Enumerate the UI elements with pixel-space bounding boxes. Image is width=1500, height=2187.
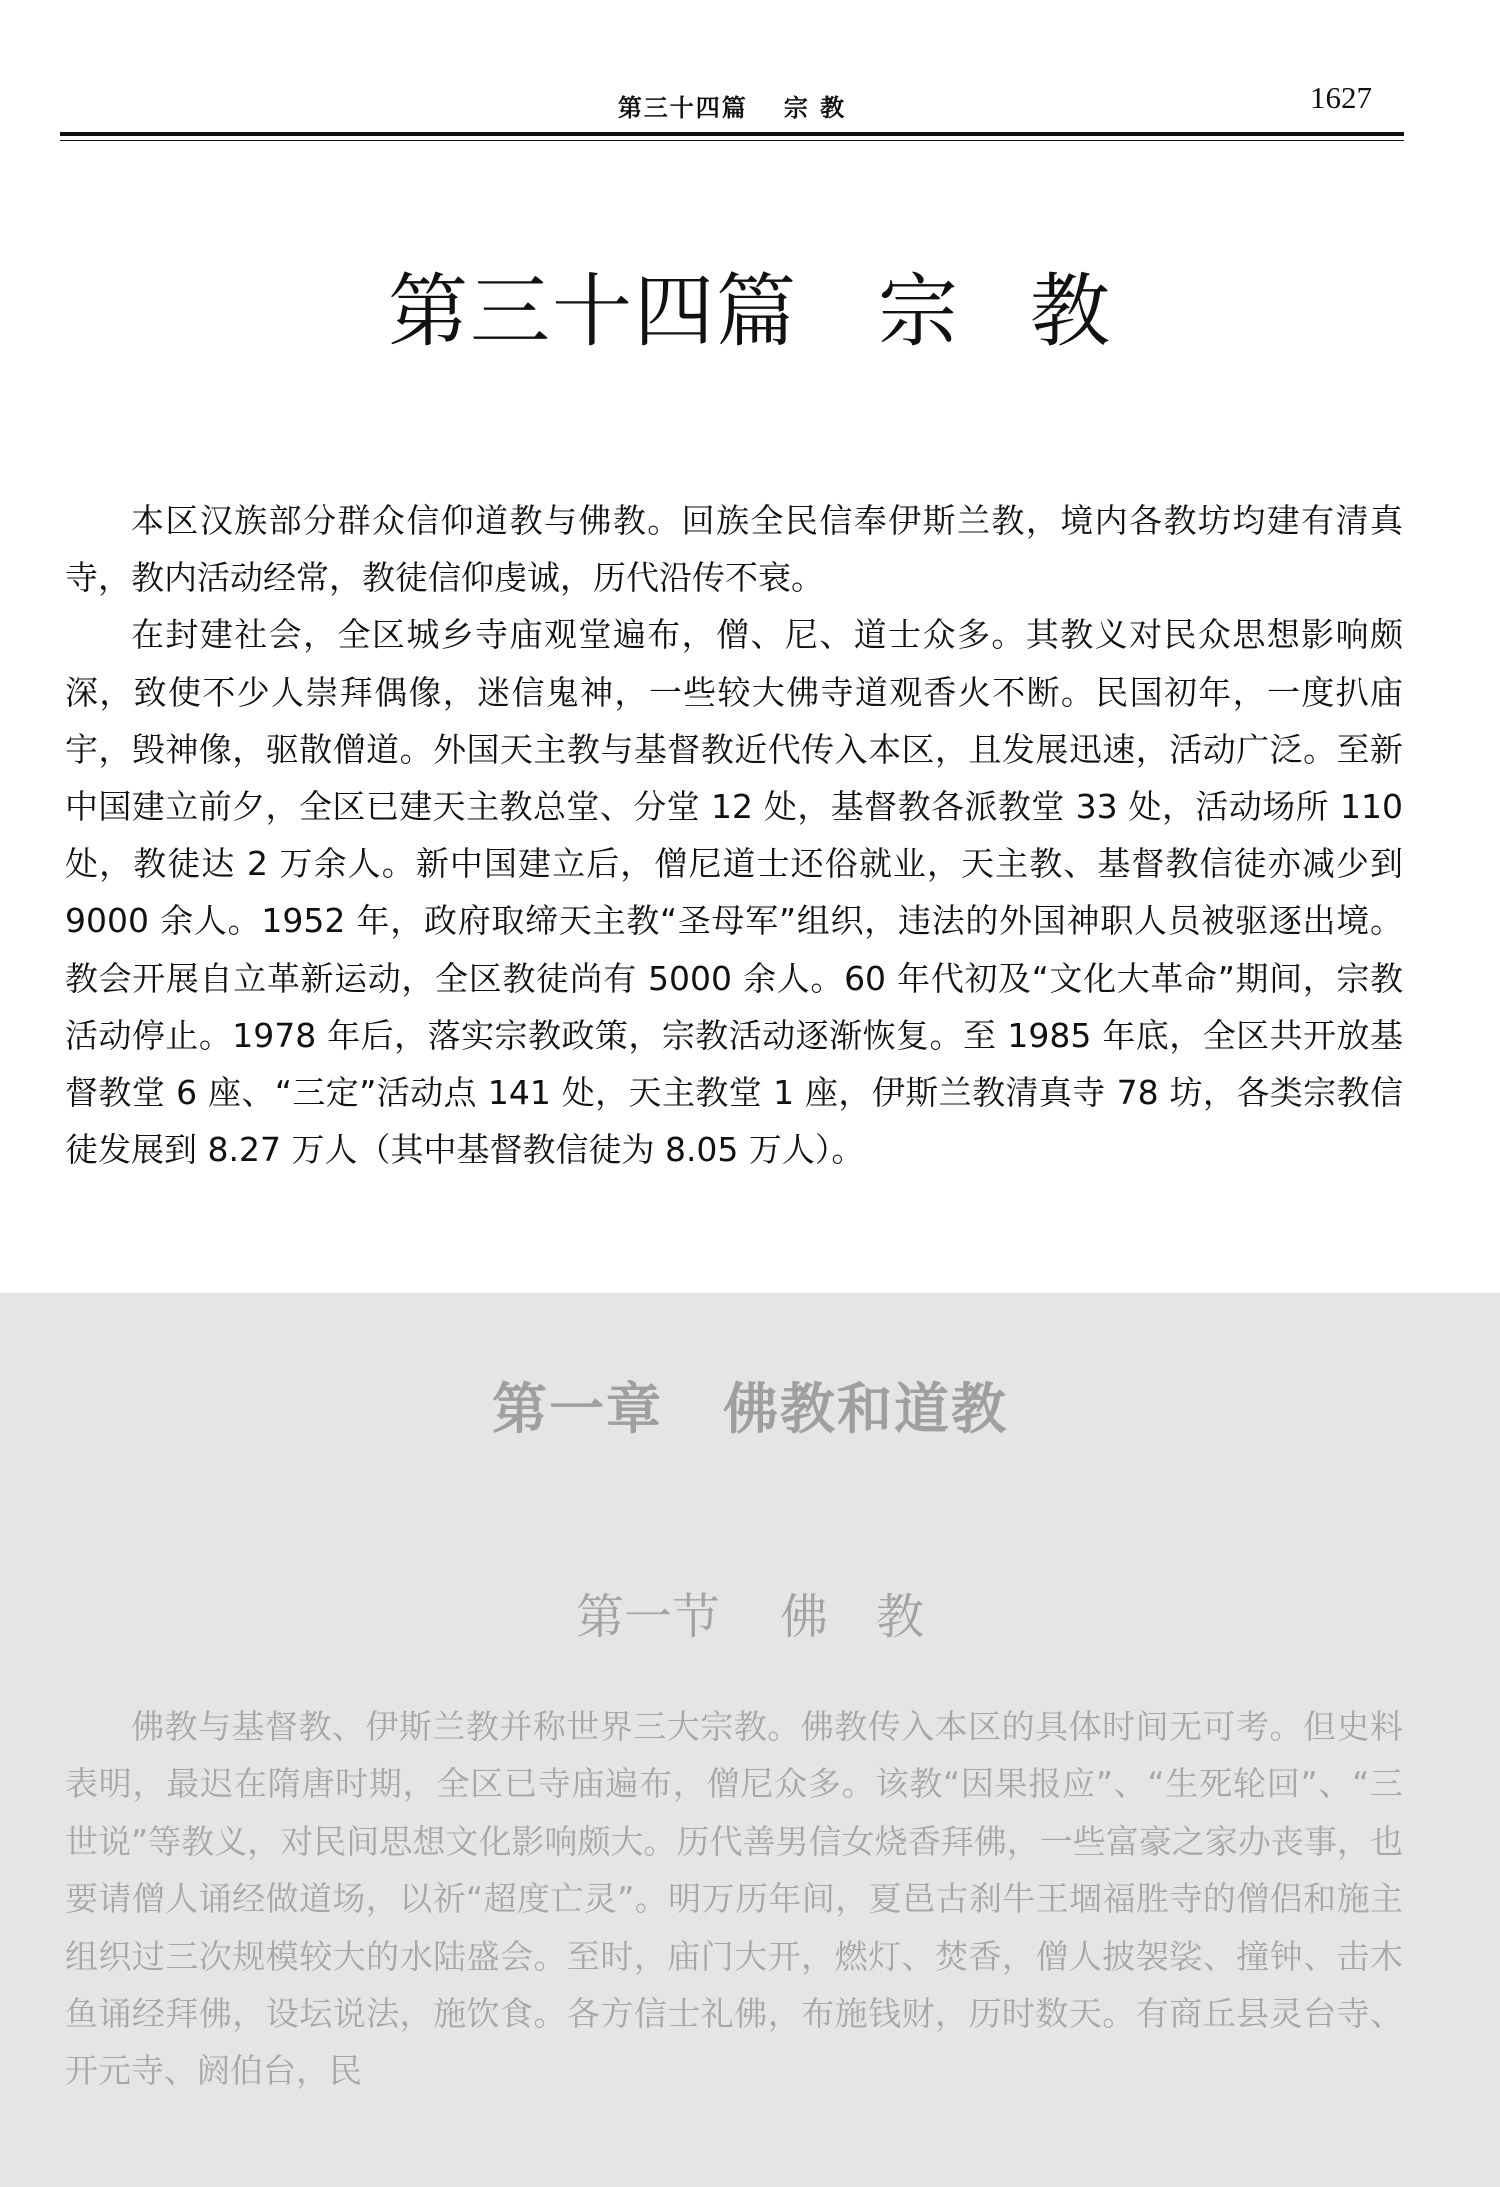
running-subject-label: 宗 教 bbox=[783, 93, 847, 122]
part-title-char-2: 教 bbox=[1030, 265, 1112, 358]
intro-paragraph: 本区汉族部分群众信仰道教与佛教。回族全民信奉伊斯兰教，境内各教坊均建有清真寺，教内活动经常，教徒信仰虔诚，历代沿传不衰。 bbox=[65, 501, 1403, 598]
section-title bbox=[0, 1578, 1500, 1647]
running-header bbox=[60, 76, 1404, 136]
chapter-name: 佛教和道教 bbox=[723, 1377, 1009, 1441]
section-number: 第一节 bbox=[575, 1589, 720, 1645]
header-rule-thin bbox=[60, 140, 1404, 141]
section-char-2: 教 bbox=[876, 1589, 925, 1645]
running-title bbox=[60, 88, 1404, 123]
running-part-label: 第三十四篇 bbox=[617, 93, 748, 122]
intro-paragraph: 在封建社会，全区城乡寺庙观堂遍布，僧、尼、道士众多。其教义对民众思想影响颇深，致使不少人崇拜偶像，迷信鬼神，一些较大佛寺道观香火不断。民国初年，一度扒庙宇，毁神像，驱散僧道。外国天主教与基督教近代传入本区，且发展迅速，活动广泛。至新中国建立前夕，全区已建天主教总堂、分堂 12 处，基督教各派教堂 33 处，活动场所 110 处，教徒达 2 万余人。新中国建立后，僧尼道士还俗就业，天主教、基督教信徒亦减少到 9000 余人。1952 年，政府取缔天主教“圣母军”组织，违法的外国神职人员被驱逐出境。教会开展自立革新运动，全区教徒尚有 5000 余人。60 年代初及“文化大革命”期间，宗教活动停止。1978 年后，落实宗教政策，宗教活动逐渐恢复。至 1985 年底，全区共开放基督教堂 6 座、“三定”活动点 141 处，天主教堂 1 座，伊斯兰教清真寺 78 坊，各类宗教信徒发展到 8.27 万人（其中基督教信徒为 8.05 万人）。 bbox=[65, 615, 1403, 1170]
part-title bbox=[0, 262, 1500, 362]
section-body bbox=[65, 1698, 1403, 2100]
intro-text bbox=[65, 492, 1403, 1178]
part-title-char-1: 宗 bbox=[878, 265, 960, 358]
section-char-1: 佛 bbox=[779, 1589, 828, 1645]
page-number: 1627 bbox=[1310, 80, 1372, 115]
chapter-title bbox=[0, 1365, 1500, 1444]
header-rule-thick bbox=[60, 132, 1404, 136]
part-title-number: 第三十四篇 bbox=[388, 265, 798, 358]
chapter-number: 第一章 bbox=[491, 1377, 663, 1441]
section-paragraph: 佛教与基督教、伊斯兰教并称世界三大宗教。佛教传入本区的具体时间无可考。但史料表明，最迟在隋唐时期，全区已寺庙遍布，僧尼众多。该教“因果报应”、“生死轮回”、“三世说”等教义，对民间思想文化影响颇大。历代善男信女烧香拜佛，一些富豪之家办丧事，也要请僧人诵经做道场，以祈“超度亡灵”。明万历年间，夏邑古刹牛王堌福胜寺的僧侣和施主组织过三次规模较大的水陆盛会。至时，庙门大开，燃灯、焚香，僧人披袈裟、撞钟、击木鱼诵经拜佛，设坛说法，施饮食。各方信士礼佛，布施钱财，历时数天。有商丘县灵台寺、开元寺、阏伯台，民 bbox=[65, 1707, 1403, 2091]
